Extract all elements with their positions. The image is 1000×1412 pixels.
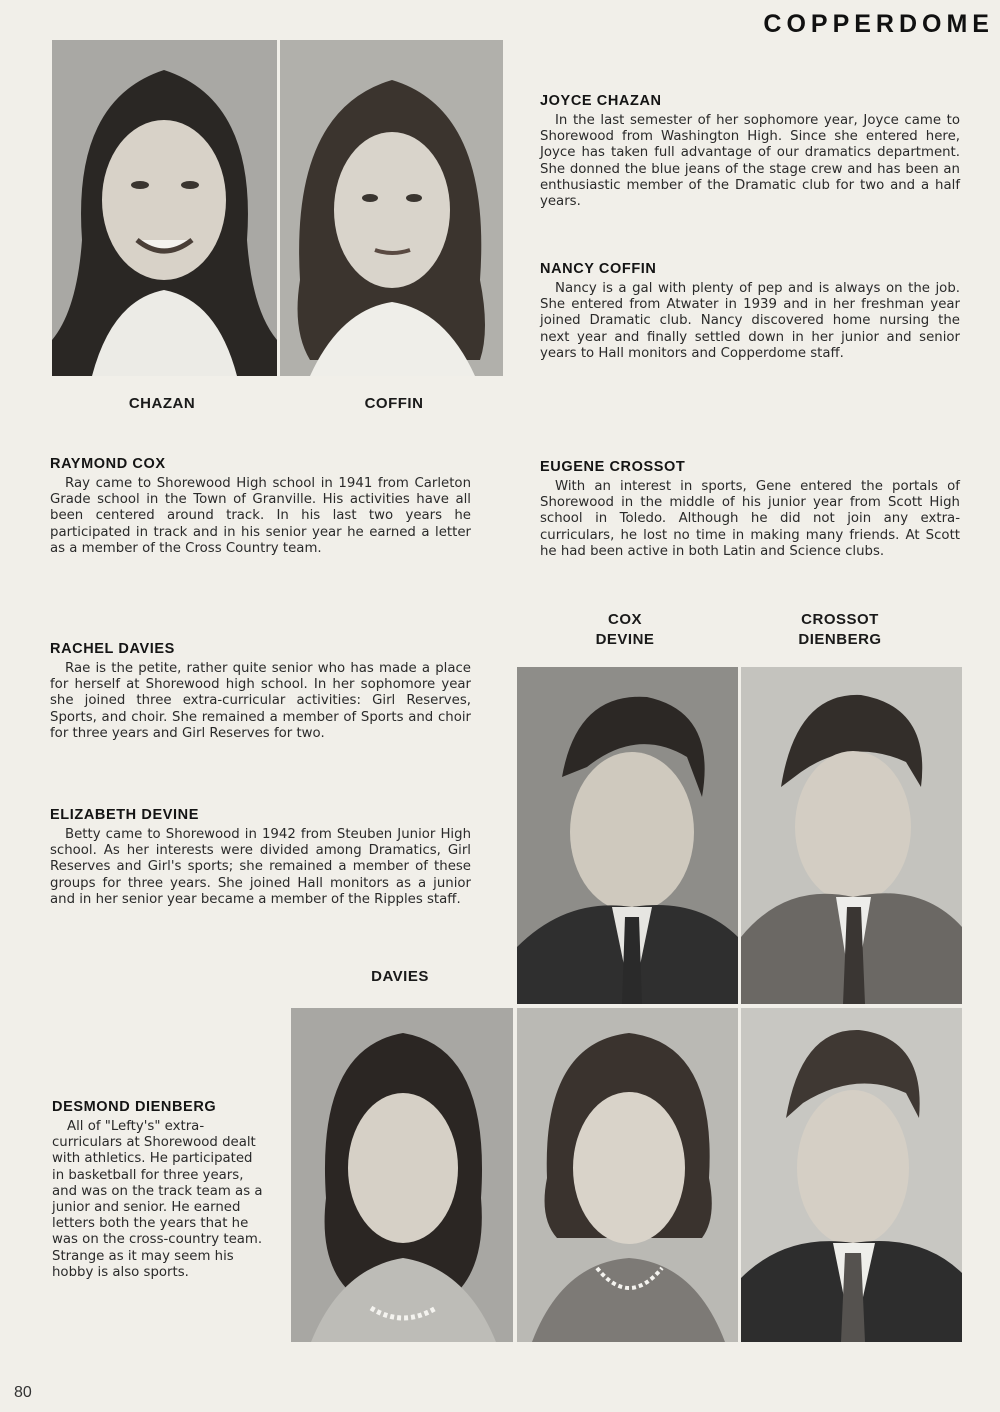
bio-text: Nancy is a gal with plenty of pep and is always on the job. She entered from Atwater in 1939 and in her freshman year joined Dramatic club. Nancy discovered home nursing the next year and finally settled down in her junior and senior years to Hall monitors and Copperdome staff. bbox=[540, 281, 960, 361]
bio-davies bbox=[50, 641, 471, 742]
caption-cox-devine: COX DEVINE bbox=[595, 611, 655, 648]
yearbook-title: COPPERDOME bbox=[763, 10, 994, 38]
photo-dienberg bbox=[741, 1008, 962, 1342]
bio-name: JOYCE CHAZAN bbox=[540, 93, 662, 109]
photo-cox bbox=[517, 667, 738, 1004]
photo-coffin bbox=[280, 40, 503, 376]
bio-name: EUGENE CROSSOT bbox=[540, 459, 686, 475]
photo-crossot bbox=[741, 667, 962, 1004]
caption-coffin: COFFIN bbox=[364, 395, 424, 412]
bio-text: Betty came to Shorewood in 1942 from Steuben Junior High school. As her interests were divided among Dramatics, Girl Reserves and Girl's sports; she remained a member of these groups for three years. She joined Hall monitors as a junior and in her senior year became a member of the Ripples staff. bbox=[50, 827, 471, 907]
bio-crossot bbox=[540, 459, 960, 560]
bio-chazan bbox=[540, 93, 960, 210]
photo-chazan bbox=[52, 40, 277, 376]
bio-text: Rae is the petite, rather quite senior who has made a place for herself at Shorewood high school. In her sophomore year she joined three extra-curricular activities: Girl Reserves, Sports, and choir. She remained a member of Sports and choir for three years and Girl Reserves for two. bbox=[50, 661, 471, 741]
bio-name: NANCY COFFIN bbox=[540, 261, 657, 277]
bio-text: Ray came to Shorewood High school in 1941 from Carleton Grade school in the Town of Granville. His activities have all been centered around track. In his last two years he participated in track and in his senior year he earned a letter as a member of the Cross Country team. bbox=[50, 476, 471, 556]
caption-crossot-dienberg: CROSSOT DIENBERG bbox=[798, 611, 882, 648]
page-number: 80 bbox=[14, 1384, 32, 1401]
bio-text: With an interest in sports, Gene entered the portals of Shorewood in the middle of his junior year from Scott High school in Toledo. Although he did not join any extra-curriculars, he lost no time in making many friends. At Scott he had been active in both Latin and Science clubs. bbox=[540, 479, 960, 559]
caption-chazan: CHAZAN bbox=[128, 395, 196, 412]
photo-davies bbox=[291, 1008, 513, 1342]
bio-text: All of "Lefty's" extra-curriculars at Shorewood dealt with athletics. He participated in basketball for three years, and was on the track team as a junior and senior. He earned letters both the years that he was on the cross-country team. Strange as it may seem his hobby is also sports. bbox=[52, 1119, 263, 1280]
bio-name: ELIZABETH DEVINE bbox=[50, 807, 199, 823]
photo-devine bbox=[517, 1008, 738, 1342]
bio-dienberg bbox=[52, 1099, 266, 1281]
bio-devine bbox=[50, 807, 471, 908]
bio-name: RACHEL DAVIES bbox=[50, 641, 175, 657]
bio-cox bbox=[50, 456, 471, 557]
bio-coffin bbox=[540, 261, 960, 362]
bio-name: RAYMOND COX bbox=[50, 456, 166, 472]
caption-davies: DAVIES bbox=[371, 968, 429, 985]
bio-name: DESMOND DIENBERG bbox=[52, 1099, 217, 1115]
bio-text: In the last semester of her sophomore year, Joyce came to Shorewood from Washington High. Since she entered here, Joyce has taken full advantage of our dramatics department. She donned the blue jeans of the stage crew and has been an enthusiastic member of the Dramatic club for two and a half years. bbox=[540, 113, 960, 210]
